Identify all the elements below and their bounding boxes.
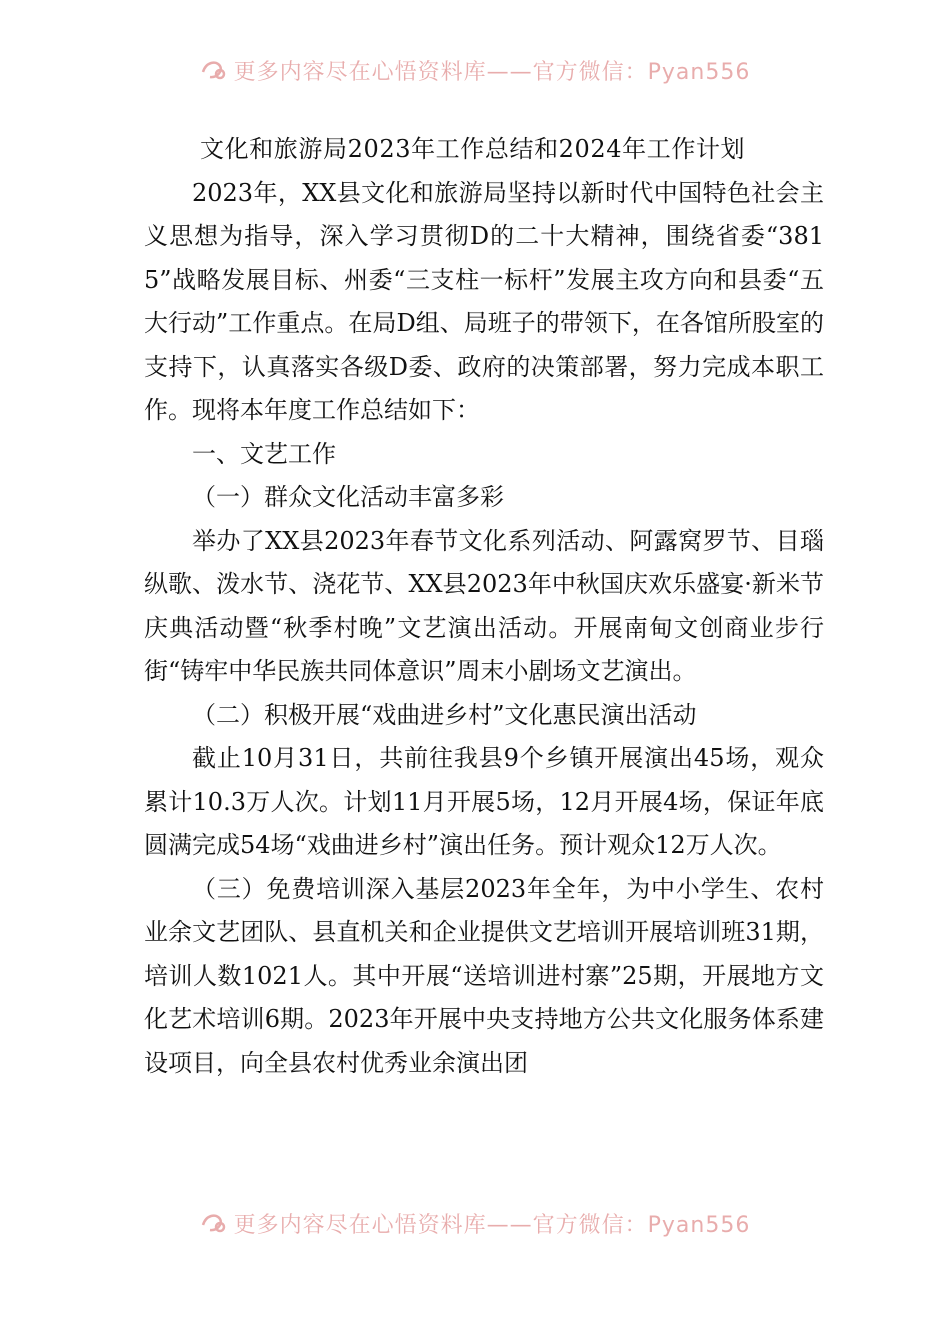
document-body (144, 128, 824, 1085)
subsection-heading: （一）群众文化活动丰富多彩 (192, 483, 504, 511)
watermark-footer (0, 1203, 950, 1243)
section-heading: 一、文艺工作 (192, 439, 336, 468)
paragraph-intro: 2023年，XX县文化和旅游局坚持以新时代中国特色社会主义思想为指导，深入学习贯彻D的二十大精神，围绕省委“3815”战略发展目标、州委“三支柱一标杆”发展主攻方向和县委“五大行动”工作重点。在局D组、局班子的带领下，在各馆所股室的支持下，认真落实各级D委、政府的决策部署，努力完成本职工作。现将本年度工作总结如下： (144, 178, 824, 424)
paragraph: 截止10月31日，共前往我县9个乡镇开展演出45场，观众累计10.3万人次。计划11月开展5场，12月开展4场，保证年底圆满完成54场“戏曲进乡村”演出任务。预计观众12万人次。 (144, 744, 824, 859)
paragraph: 举办了XX县2023年春节文化系列活动、阿露窝罗节、目瑙纵歌、泼水节、浇花节、XX县2023年中秋国庆欢乐盛宴·新米节庆典活动暨“秋季村晚”文艺演出活动。开展南甸文创商业步行街“铸牢中华民族共同体意识”周末小剧场文艺演出。 (144, 526, 824, 685)
watermark-header (0, 50, 950, 90)
watermark-text: 更多内容尽在心悟资料库——官方微信：Pyan556 (233, 1212, 751, 1238)
brand-logo-icon (200, 58, 228, 82)
document-title: 文化和旅游局2023年工作总结和2024年工作计划 (200, 135, 746, 163)
subsection-heading: （二）积极开展“戏曲进乡村”文化惠民演出活动 (192, 700, 697, 729)
brand-logo-icon (200, 1211, 228, 1235)
watermark-text: 更多内容尽在心悟资料库——官方微信：Pyan556 (233, 59, 751, 85)
paragraph: （三）免费培训深入基层2023年全年，为中小学生、农村业余文艺团队、县直机关和企业提供文艺培训开展培训班31期，培训人数1021人。其中开展“送培训进村寨”25期，开展地方文化艺术培训6期。2023年开展中央支持地方公共文化服务体系建设项目，向全县农村优秀业余演出团 (144, 874, 824, 1077)
